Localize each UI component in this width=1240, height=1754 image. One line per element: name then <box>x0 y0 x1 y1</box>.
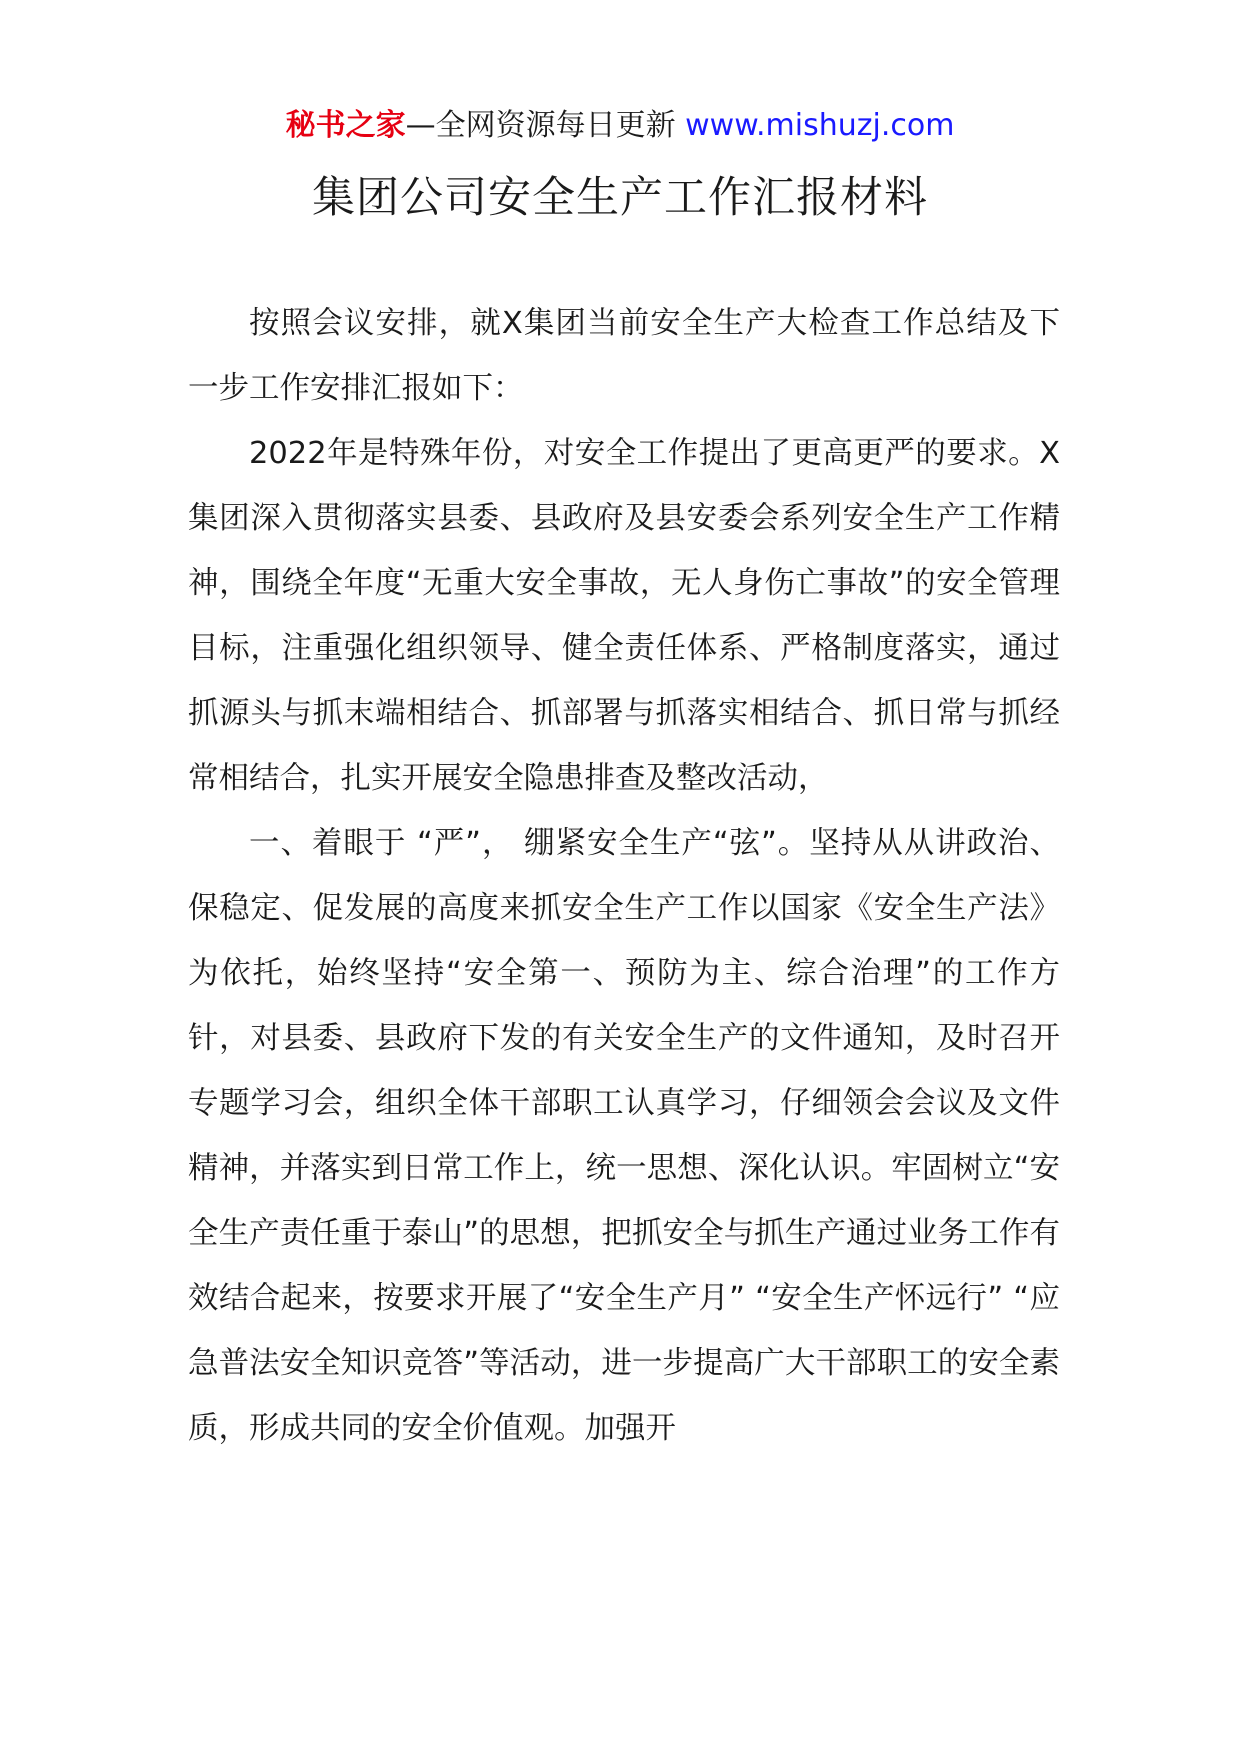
header-tagline: —全网资源每日更新 <box>405 108 686 143</box>
site-header <box>0 98 1240 154</box>
brand-name: 秘书之家 <box>285 108 406 143</box>
site-url-link[interactable]: www.mishuzj.com <box>685 108 955 143</box>
paragraph-overview: 2022年是特殊年份，对安全工作提出了更高更严的要求。X集团深入贯彻落实县委、县政府及县安委会系列安全生产工作精神，围绕全年度“无重大安全事故，无人身伤亡事故”的安全管理目标，注重强化组织领导、健全责任体系、严格制度落实，通过抓源头与抓末端相结合、抓部署与抓落实相结合、抓日常与抓经常相结合，扎实开展安全隐患排查及整改活动， <box>188 436 1060 796</box>
document-title: 集团公司安全生产工作汇报材料 <box>312 173 928 223</box>
document-body <box>188 291 1060 1461</box>
paragraph-section-one: 一、着眼于 “严”， 绷紧安全生产“弦”。坚持从从讲政治、保稳定、促发展的高度来抓安全生产工作以国家《安全生产法》为依托，始终坚持“安全第一、预防为主、综合治理”的工作方针，对县委、县政府下发的有关安全生产的文件通知，及时召开专题学习会，组织全体干部职工认真学习，仔细领会会议及文件精神，并落实到日常工作上，统一思想、深化认识。牢固树立“安全生产责任重于泰山”的思想，把抓安全与抓生产通过业务工作有效结合起来，按要求开展了“安全生产月” “安全生产怀远行” “应急普法安全知识竞答”等活动，进一步提高广大干部职工的安全素质，形成共同的安全价值观。加强开 <box>188 826 1060 1446</box>
paragraph-intro: 按照会议安排，就X集团当前安全生产大检查工作总结及下一步工作安排汇报如下： <box>188 306 1060 406</box>
